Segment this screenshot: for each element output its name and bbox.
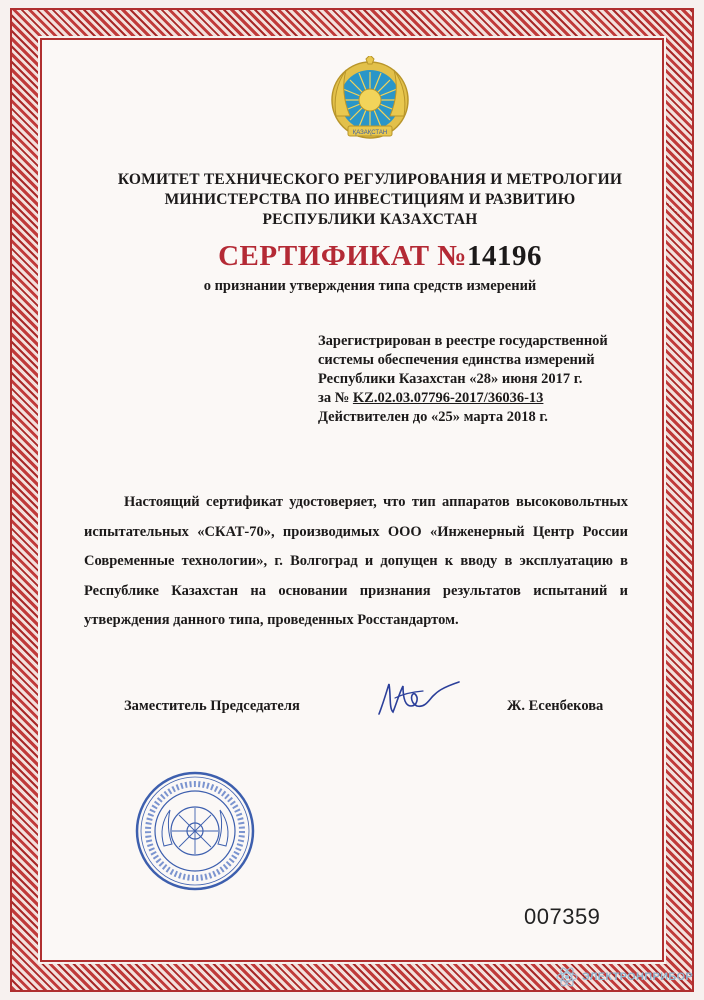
organization-line-3: РЕСПУБЛИКИ КАЗАХСТАН [262, 211, 478, 228]
validity-line: Действителен до «25» марта 2018 г. [318, 409, 548, 425]
signatory-role: Заместитель Председателя [124, 698, 300, 714]
watermark [556, 962, 702, 992]
watermark-text: ЭЛЕКТРОНПРИБОР [582, 971, 694, 983]
organization-line-2: МИНИСТЕРСТВА ПО ИНВЕСТИЦИЯМ И РАЗВИТИЮ [164, 191, 576, 208]
official-seal [134, 770, 256, 892]
handwritten-signature [373, 676, 463, 720]
atom-icon [556, 966, 578, 988]
organization-line-1: КОМИТЕТ ТЕХНИЧЕСКОГО РЕГУЛИРОВАНИЯ И МЕТРОЛОГИИ [117, 171, 623, 188]
registration-line-1: Зарегистрирован в реестре государственной [318, 333, 608, 349]
certificate-title [150, 240, 610, 273]
registration-line-3: Республики Казахстан «28» июня 2017 г. [318, 371, 583, 387]
certificate-number: 14196 [466, 240, 542, 272]
registration-number-prefix: за № [318, 390, 353, 406]
registration-number-line [318, 389, 648, 408]
signatory-name: Ж. Есенбекова [507, 698, 604, 714]
registration-line-2: системы обеспечения единства измерений [318, 352, 595, 368]
certificate-body-text: Настоящий сертификат удостоверяет, что тип аппаратов высоковольтных испытательных «СКАТ-70», производимых ООО «Инженерный Центр России Современные технологии», г. Волгоград и допущен к вводу в эксплуатацию в Республике Казахстан на основании признания результатов испытаний и утверждения данного типа, проведенных Росстандартом. [84, 494, 628, 628]
state-emblem-icon [330, 56, 410, 148]
certificate-subtitle: о признании утверждения типа средств измерений [203, 278, 537, 294]
registration-block [318, 332, 648, 427]
serial-number: 007359 [524, 904, 601, 929]
certificate-title-label: СЕРТИФИКАТ № [218, 240, 467, 272]
svg-text:ҚАЗАҚСТАН: ҚАЗАҚСТАН [352, 130, 388, 136]
issuing-organization [70, 170, 670, 230]
registration-number: KZ.02.03.07796-2017/36036-13 [352, 390, 544, 406]
certificate-body [84, 488, 628, 636]
